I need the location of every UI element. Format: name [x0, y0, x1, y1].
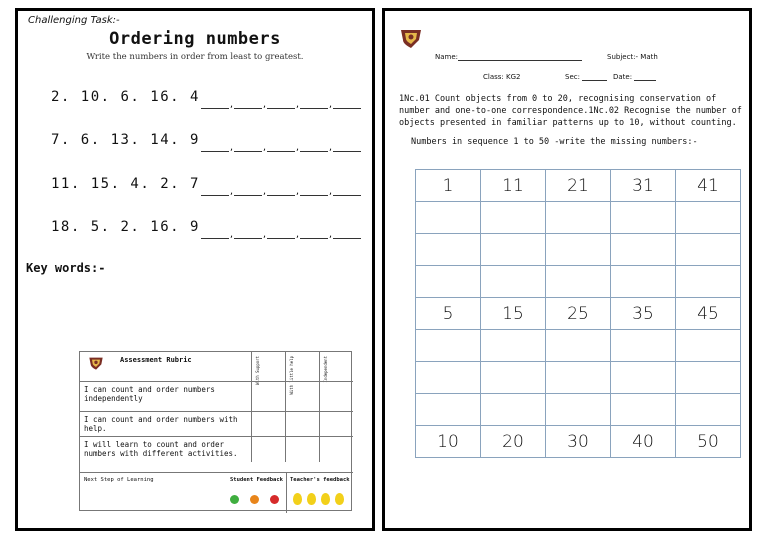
smiley-icon[interactable]	[335, 493, 344, 505]
section-label: Sec:	[565, 73, 580, 81]
sequence-numbers: 2. 10. 6. 16. 4	[51, 89, 200, 105]
next-step-label: Next Step of Learning	[84, 477, 154, 483]
rubric-header	[80, 352, 251, 382]
grid-cell[interactable]	[546, 362, 611, 394]
worksheet-subtitle: Write the numbers in order from least to greatest.	[86, 52, 304, 62]
grid-cell: 40	[611, 426, 676, 458]
subject-label: Subject:- Math	[607, 53, 658, 61]
grid-cell[interactable]	[611, 362, 676, 394]
grid-cell[interactable]	[481, 330, 546, 362]
sequence-numbers: 7. 6. 13. 14. 9	[51, 132, 200, 148]
grid-cell: 5	[416, 298, 481, 330]
grid-cell[interactable]	[676, 362, 741, 394]
student-feedback-label: Student Feedback	[230, 477, 283, 483]
grid-cell[interactable]	[416, 202, 481, 234]
learning-objectives: 1Nc.01 Count objects from 0 to 20, recognising conservation of number and one-to-one correspondence.1Nc.02 Recognise the number of objects presented in familiar patterns up to 10, without counting.	[399, 94, 742, 128]
grid-cell: 45	[676, 298, 741, 330]
grid-cell[interactable]	[611, 330, 676, 362]
grid-cell[interactable]	[416, 266, 481, 298]
rubric-row	[80, 436, 353, 472]
section-field[interactable]	[565, 73, 607, 81]
grid-cell: 15	[481, 298, 546, 330]
number-grid	[415, 169, 741, 458]
orange-face-icon[interactable]	[250, 495, 259, 504]
grid-cell[interactable]	[611, 394, 676, 426]
ordering-worksheet	[15, 8, 375, 531]
grid-row	[416, 426, 741, 458]
column-label: Independent	[323, 356, 328, 383]
grid-cell[interactable]	[676, 394, 741, 426]
grid-cell[interactable]	[416, 394, 481, 426]
school-crest-icon	[88, 355, 104, 371]
grid-cell[interactable]	[481, 394, 546, 426]
grid-cell[interactable]	[546, 202, 611, 234]
answer-blanks[interactable]: , , , ,	[201, 144, 361, 152]
grid-cell[interactable]	[481, 266, 546, 298]
rubric-footer	[80, 472, 353, 513]
answer-blanks[interactable]: , , , ,	[201, 101, 361, 109]
challenge-label: Challenging Task:-	[28, 15, 120, 26]
grid-row	[416, 234, 741, 266]
smiley-icon[interactable]	[293, 493, 302, 505]
key-words-label: Key words:-	[26, 261, 106, 275]
grid-cell: 50	[676, 426, 741, 458]
rubric-criterion: I can count and order numbers independently	[84, 385, 215, 403]
grid-cell[interactable]	[611, 234, 676, 266]
name-field[interactable]	[435, 53, 582, 61]
sequence-row	[51, 176, 371, 196]
date-field[interactable]	[613, 73, 656, 81]
grid-cell[interactable]	[546, 330, 611, 362]
answer-blanks[interactable]: , , , ,	[201, 231, 361, 239]
grid-cell[interactable]	[416, 234, 481, 266]
rubric-title: Assessment Rubric	[120, 356, 192, 364]
grid-cell: 11	[481, 170, 546, 202]
instruction-text: Numbers in sequence 1 to 50 -write the missing numbers:-	[411, 137, 698, 147]
answer-blanks[interactable]: , , , ,	[201, 188, 361, 196]
sequence-row	[51, 219, 371, 239]
sequence-numbers: 11. 15. 4. 2. 7	[51, 176, 200, 192]
sequence-numbers: 18. 5. 2. 16. 9	[51, 219, 200, 235]
column-label: With Support	[255, 356, 260, 385]
teacher-feedback-label: Teacher's feedback	[290, 477, 350, 483]
column-label: With little help	[289, 356, 294, 395]
grid-cell[interactable]	[546, 234, 611, 266]
grid-cell[interactable]	[416, 330, 481, 362]
grid-cell[interactable]	[676, 234, 741, 266]
grid-cell[interactable]	[416, 362, 481, 394]
smiley-icon[interactable]	[307, 493, 316, 505]
assessment-rubric	[79, 351, 352, 511]
grid-cell[interactable]	[676, 202, 741, 234]
grid-cell: 25	[546, 298, 611, 330]
smiley-icon[interactable]	[321, 493, 330, 505]
grid-row	[416, 170, 741, 202]
grid-cell: 30	[546, 426, 611, 458]
grid-row	[416, 266, 741, 298]
grid-row	[416, 362, 741, 394]
grid-cell[interactable]	[676, 330, 741, 362]
grid-row	[416, 298, 741, 330]
grid-cell: 41	[676, 170, 741, 202]
number-sequence-worksheet	[382, 8, 752, 531]
grid-cell[interactable]	[481, 234, 546, 266]
grid-cell: 21	[546, 170, 611, 202]
rubric-row	[80, 381, 353, 411]
rubric-criterion: I will learn to count and order numbers with different activities.	[84, 440, 238, 458]
grid-cell[interactable]	[546, 266, 611, 298]
name-label: Name:	[435, 53, 459, 61]
school-crest-icon	[399, 25, 423, 51]
grid-row	[416, 394, 741, 426]
grid-cell[interactable]	[611, 266, 676, 298]
grid-cell[interactable]	[481, 362, 546, 394]
date-label: Date:	[613, 73, 633, 81]
grid-cell: 20	[481, 426, 546, 458]
grid-cell[interactable]	[676, 266, 741, 298]
grid-cell: 10	[416, 426, 481, 458]
rubric-criterion: I can count and order numbers with help.	[84, 415, 238, 433]
rubric-row	[80, 411, 353, 436]
sequence-row	[51, 132, 371, 152]
grid-cell[interactable]	[481, 202, 546, 234]
red-face-icon[interactable]	[270, 495, 279, 504]
grid-cell: 31	[611, 170, 676, 202]
grid-row	[416, 330, 741, 362]
green-face-icon[interactable]	[230, 495, 239, 504]
grid-cell[interactable]	[611, 202, 676, 234]
worksheet-title: Ordering numbers	[109, 29, 281, 49]
grid-cell: 1	[416, 170, 481, 202]
grid-row	[416, 202, 741, 234]
grid-cell[interactable]	[546, 394, 611, 426]
class-label: Class: KG2	[483, 73, 521, 81]
sequence-row	[51, 89, 371, 109]
grid-cell: 35	[611, 298, 676, 330]
